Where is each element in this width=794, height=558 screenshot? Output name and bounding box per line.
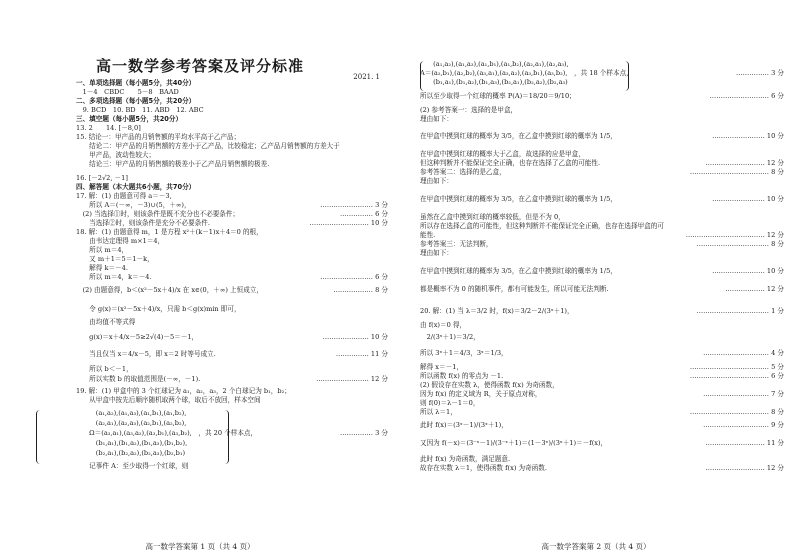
answer-line: 13. 2 14. [－8,0] [76,124,141,132]
answer-line: 但这种判断并不能保证完全正确，也存在选择了乙盒的可能性. [420,159,601,167]
answer-page-1 [8,0,392,558]
score-marker: ……………………………… 8 分 [689,168,784,176]
score-marker: …………………………… 8 分 [696,240,784,248]
answer-line: 结论三：甲产品的月销售额的极差小于乙产品月销售额的极差. [76,160,270,168]
answer-line: 一、单项选择题（每小题5分，共40分） [76,79,196,87]
answer-line: 甲产品，波动性较大； [76,151,156,159]
answer-line: 17. 解：(1) 由题意可得 a＝－3, [76,192,172,200]
answer-line: 四、解答题（本大题共6小题，共70分） [76,183,196,191]
answer-line: 所以存在选择乙盒的可能性，但这种判断并不能保证完全正确，也存在选择甲盒的可 [420,222,664,230]
score-marker: ………………………… 4 分 [703,349,784,357]
answer-line: 二、多项选择题（每小题5分，共20分） [76,97,196,105]
answer-line: (b₁,a₁),(b₁,a₂),(b₁,a₃),(b₂,a₁),(b₂,a₂),(b₂,a₃) [420,78,568,86]
answer-line: 理由如下： [420,177,453,185]
score-marker: …………………………… 1 分 [696,307,784,315]
score-marker: ……………………………… 5 分 [689,363,784,371]
answer-line: 解得 k＝－4. [76,264,128,272]
answer-line: 15. 结论一：甲产品的月销售额的平均水平高于乙产品； [76,133,241,141]
answer-line: 则 f(0)＝λ－1＝0， [420,399,480,407]
score-marker: …………… 3 分 [340,429,388,437]
answer-line: 16. [－2√2, －1] [76,174,128,182]
sample-space-brace-left [36,410,41,464]
answer-line: 理由如下： [420,115,453,123]
page-1-footer: 高一数学答案第 1 页（共 4 页） [145,542,255,551]
sample-space-brace-right [224,410,229,464]
answer-line: 此时 f(x)＝(3ˣ－1)/(3ˣ＋1)， [420,421,508,429]
answer-line: 能性. [420,231,436,239]
answer-line: 所以 b＜－1， [76,365,133,373]
answer-line: (2) 参考答案一：选择的是甲盒， [420,106,518,114]
answer-line: 在甲盒中摸到红球的概率为 3/5，在乙盒中摸到红球的概率为 1/5， [420,195,617,203]
answer-line: 所以实数 b 的取值范围是(－∞，－1). [76,375,201,383]
answer-line: g(x)＝x＋4/x－5≥2√(4)－5＝－1， [76,333,199,341]
answer-line: 理由如下： [420,249,453,257]
score-marker: …………………… 10 分 [712,267,784,275]
answer-line: 在甲盒中摸到红球的概率为 3/5，在乙盒中摸到红球的概率为 1/5， [420,267,617,275]
score-marker: …………………… 10 分 [712,132,784,140]
answer-line: 在甲盒中摸到红球的概率大于乙盒，故选择的应是甲盒， [420,150,585,158]
score-marker: …………… 11 分 [335,350,388,358]
answer-line: (2) 假设存在实数 λ，使得函数 f(x) 为奇函数， [420,381,559,389]
score-marker: ……………… 8 分 [333,286,388,294]
answer-line: 2/(3ˣ＋1)＝3/2， [420,333,480,341]
answer-line: (a₂,a₁),(a₂,a₃),(a₂,b₁),(a₂,b₂), [76,419,187,427]
answer-line: 所以 λ＝1， [420,408,457,416]
answer-line: 结论二：甲产品的月销售额的方差小于乙产品，比较稳定；乙产品月销售额的方差大于 [76,142,340,150]
answer-line: 从甲盒中按先后顺序随机取两个球，取后不放回，样本空间 [76,396,261,404]
answer-line: 18. 解：(1) 由题意得 m，1 是方程 x²＋(k－1)x＋4＝0 的根， [76,228,263,236]
answer-line: 20. 解：(1) 当 λ＝3/2 时，f(x)＝3/2－2/(3ˣ＋1)， [420,307,574,315]
answer-line: 所以 m＝4， [76,246,129,254]
answer-line: 由均值不等式得 [76,318,136,326]
answer-line: (b₂,a₁),(b₂,a₂),(b₂,a₃),(b₂,b₁) [76,449,186,457]
answer-line: 所以 A＝(－∞，－3)∪(5，＋∞)， [76,201,191,209]
score-marker: ……………………………… 8 分 [689,408,784,416]
answer-line: 1－4 CBDC 5－8 BAAD [76,88,179,96]
score-marker: …………… 3 分 [736,69,784,77]
answer-line: 都是概率不为 0 的随机事件，都有可能发生，所以可能无法判断. [420,285,609,293]
score-marker: ……………………………… 12 分 [685,231,784,239]
answer-line: 因为 f(x) 的定义域为 R，关于原点对称， [420,390,542,398]
answer-line: 又因为 f(－x)＝(3⁻ˣ－1)/(3⁻ˣ＋1)＝(1－3ˣ)/(3ˣ＋1)＝－f(x)， [420,439,608,447]
score-marker: ……………………… 6 分 [709,92,784,100]
answer-line: 解得 x＝－1， [420,363,463,371]
score-marker: …………………… 12 分 [316,375,388,383]
answer-line: A＝(a₂,b₁),(a₂,b₂),(a₃,a₁),(a₃,a₂),(a₃,b₁),(a₃,b₂), ，共 18 个样本点， [420,69,633,77]
score-marker: ………………………… 9 分 [703,421,784,429]
answer-line: 所以 m＝4，k＝－4. [76,273,152,281]
answer-line: 虽然在乙盒中摸到红球的概率较低，但是不为 0， [420,213,565,221]
answer-line: 参考答案二：选择的是乙盒， [420,168,506,176]
exam-date: 2021. 1 [353,73,380,81]
score-marker: ……………………… 12 分 [705,159,784,167]
answer-line: 所以 3ˣ＋1＝4/3，3ˣ＝1/3， [420,349,508,357]
score-marker: ……………… 12 分 [725,285,784,293]
score-marker: …………………… 3 分 [320,201,388,209]
answer-line: 在甲盒中摸到红球的概率为 3/5，在乙盒中摸到红球的概率为 1/5， [420,132,617,140]
score-marker: ……………………………… 6 分 [689,372,784,380]
answer-line: (2) 由题意得，b＜(x²－5x＋4)/x 在 x∈(0，＋∞) 上恒成立， [76,286,264,294]
answer-line: 由韦达定理得 m×1＝4， [76,237,165,245]
page-title: 高一数学参考答案及评分标准 [95,57,304,75]
answer-line: (a₁,a₂),(a₁,a₃),(a₁,b₁),(a₁,b₂), [76,409,187,417]
score-marker: …………… 6 分 [340,210,388,218]
answer-line: 令 g(x)＝(x²－5x＋4)/x，只需 b＜g(x)min 即可， [76,305,241,313]
answer-line: 所以函数 f(x) 的零点为 －1. [420,372,504,380]
answer-line: 参考答案三：无法判断， [420,240,493,248]
score-marker: ……………………… 10 分 [309,219,388,227]
score-marker: ………………………… 7 分 [703,390,784,398]
score-marker: …………………… 10 分 [712,195,784,203]
answer-line: (2) 当选择①时，则该条件是既不充分也不必要条件； [76,210,240,218]
answer-line: 三、填空题（每小题5分，共20分） [76,115,183,123]
answer-line: 19. 解：(1) 甲盒中的 3 个红球记为 a₁，a₂，a₃，2 个白球记为 b₁，b₂； [76,387,291,395]
answer-line: 所以至少取得一个红球的概率 P(A)＝18/20＝9/10； [420,92,576,100]
answer-line: 由 f(x)＝0 得， [420,321,467,329]
event-a-brace-left [420,61,425,91]
answer-line: 当选择②时，则该条件是充分不必要条件. [76,219,210,227]
answer-line: Ω＝(a₃,a₁),(a₃,a₂),(a₃,b₁),(a₃,b₂), ，共 20 个样本点， [76,429,258,437]
answer-line: 当且仅当 x＝4/x－5，即 x＝2 时等号成立. [76,350,216,358]
answer-line: 此时 f(x) 为奇函数，满足题意. [420,455,511,463]
answer-line: 又 m＋1＝5＝1－k， [76,255,154,263]
event-a-brace-right [624,61,629,91]
score-marker: ……………………… 12 分 [705,464,784,472]
answer-line: 9. BCD 10. BD 11. ABD 12. ABC [76,106,204,114]
score-marker: ……………………… 11 分 [705,439,784,447]
answer-line: (b₁,a₁),(b₁,a₂),(b₁,a₃),(b₁,b₂), [76,439,188,447]
answer-line: 故存在实数 λ＝1，使得函数 f(x) 为奇函数. [420,464,547,472]
answer-page-2 [404,0,788,558]
answer-line: (a₁,a₂),(a₁,a₃),(a₁,b₁),(a₁,b₂),(a₂,a₁),(a₂,a₃), [420,60,569,68]
answer-line: 记事件 A：至少取得一个红球，则 [76,462,189,470]
page-2-footer: 高一数学答案第 2 页（共 4 页） [541,542,651,551]
score-marker: ………………… 10 分 [322,333,388,341]
score-marker: …………………… 6 分 [320,273,388,281]
